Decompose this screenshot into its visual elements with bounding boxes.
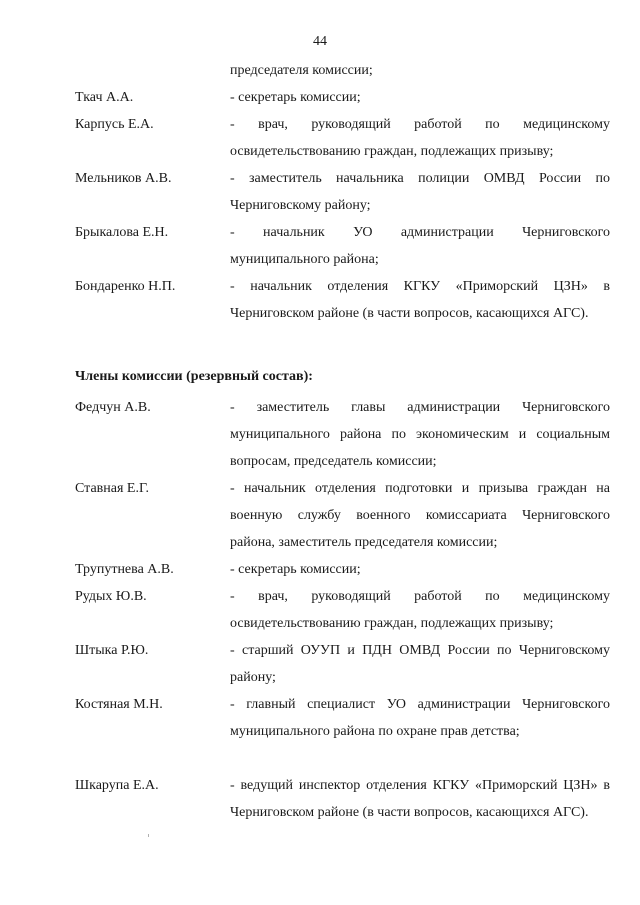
list-item — [0, 475, 640, 556]
member-role: - заместитель начальника полиции ОМВД России по Черниговскому району; — [230, 171, 610, 213]
member-role: - секретарь комиссии; — [230, 90, 361, 105]
list-item — [0, 394, 640, 475]
list-item — [0, 57, 640, 84]
member-role: - начальник УО администрации Черниговского муниципального района; — [230, 225, 610, 267]
list-item — [0, 691, 640, 772]
member-name: Ставная Е.Г. — [75, 481, 149, 496]
page-number: 44 — [313, 34, 327, 49]
reserve-members-list — [0, 394, 640, 853]
member-role: - главный специалист УО администрации Черниговского муниципального района по охране прав детства; — [230, 697, 610, 739]
list-item — [0, 556, 640, 583]
member-role: председателя комиссии; — [230, 63, 373, 78]
member-role: - секретарь комиссии; — [230, 562, 361, 577]
member-name: Шкарупа Е.А. — [75, 778, 159, 793]
list-item — [0, 273, 640, 354]
member-role: - старший ОУУП и ПДН ОМВД России по Черниговскому району; — [230, 643, 610, 685]
main-members-list — [0, 57, 640, 354]
list-item — [0, 583, 640, 637]
member-name: Ткач А.А. — [75, 90, 134, 105]
list-item — [0, 165, 640, 219]
list-item — [0, 772, 640, 853]
list-item — [0, 637, 640, 691]
member-role: - заместитель главы администрации Черниговского муниципального района по экономическим и социальным вопросам, председатель комиссии; — [230, 400, 610, 469]
member-role: - ведущий инспектор отделения КГКУ «Приморский ЦЗН» в Черниговском районе (в части вопросов, касающихся АГС). — [230, 778, 610, 820]
list-item — [0, 111, 640, 165]
member-name: Карпусь Е.А. — [75, 117, 154, 132]
member-name: Бондаренко Н.П. — [75, 279, 176, 294]
member-name: Брыкалова Е.Н. — [75, 225, 169, 240]
scan-artifact — [148, 834, 149, 837]
reserve-heading: Члены комиссии (резервный состав): — [75, 369, 313, 384]
member-role: - начальник отделения КГКУ «Приморский ЦЗН» в Черниговском районе (в части вопросов, касающихся АГС). — [230, 279, 610, 321]
member-role: - врач, руководящий работой по медицинскому освидетельствованию граждан, подлежащих призыву; — [230, 589, 610, 631]
member-role: - начальник отделения подготовки и призыва граждан на военную службу военного комиссариата Черниговского района, заместитель председателя комиссии; — [230, 481, 610, 550]
member-role: - врач, руководящий работой по медицинскому освидетельствованию граждан, подлежащих призыву; — [230, 117, 610, 159]
member-name: Костяная М.Н. — [75, 697, 163, 712]
member-name: Трупутнева А.В. — [75, 562, 174, 577]
member-name: Федчун А.В. — [75, 400, 151, 415]
list-item — [0, 219, 640, 273]
member-name: Мельников А.В. — [75, 171, 172, 186]
member-name: Рудых Ю.В. — [75, 589, 147, 604]
list-item — [0, 84, 640, 111]
member-name: Штыка Р.Ю. — [75, 643, 149, 658]
